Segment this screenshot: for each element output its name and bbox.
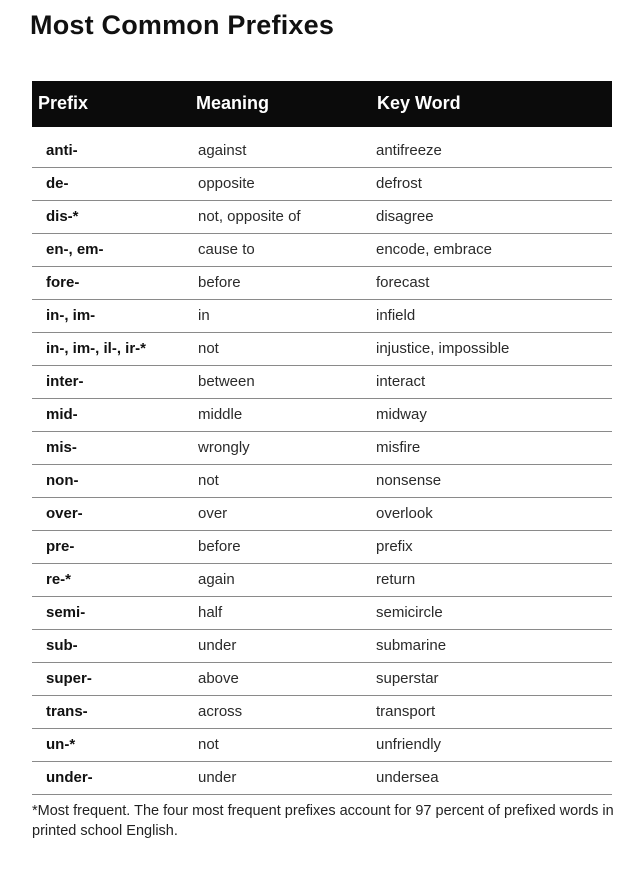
key-word-cell: interact bbox=[376, 373, 426, 390]
table-row bbox=[32, 366, 612, 399]
prefix-cell: mid- bbox=[46, 406, 78, 423]
meaning-cell: not bbox=[198, 472, 219, 489]
column-header-key-word: Key Word bbox=[377, 93, 461, 113]
prefix-cell: sub- bbox=[46, 637, 78, 654]
key-word-cell: forecast bbox=[376, 274, 430, 291]
meaning-cell: before bbox=[198, 274, 241, 291]
meaning-cell: under bbox=[198, 769, 237, 786]
column-header-meaning: Meaning bbox=[196, 93, 270, 113]
table-row bbox=[32, 597, 612, 630]
table-row bbox=[32, 696, 612, 729]
key-word-cell: overlook bbox=[376, 505, 433, 522]
meaning-cell: cause to bbox=[198, 241, 255, 258]
meaning-cell: half bbox=[198, 604, 223, 621]
meaning-cell: not bbox=[198, 736, 219, 753]
key-word-cell: unfriendly bbox=[376, 736, 442, 753]
table-row bbox=[32, 432, 612, 465]
meaning-cell: between bbox=[198, 373, 255, 390]
meaning-cell: middle bbox=[198, 406, 243, 423]
prefix-cell: in-, im- bbox=[46, 307, 96, 324]
meaning-cell: opposite bbox=[198, 175, 255, 192]
prefix-cell: over- bbox=[46, 505, 83, 522]
key-word-cell: prefix bbox=[376, 538, 413, 555]
meaning-cell: not bbox=[198, 340, 219, 357]
prefix-cell: fore- bbox=[46, 274, 80, 291]
table-row bbox=[32, 564, 612, 597]
prefix-cell: under- bbox=[46, 769, 93, 786]
table-header bbox=[32, 81, 612, 127]
meaning-cell: not, opposite of bbox=[198, 208, 301, 225]
table-row bbox=[32, 267, 612, 300]
table-row bbox=[32, 201, 612, 234]
meaning-cell: before bbox=[198, 538, 241, 555]
key-word-cell: misfire bbox=[376, 439, 421, 456]
table-row bbox=[32, 399, 612, 432]
table-row bbox=[32, 663, 612, 696]
meaning-cell: in bbox=[198, 307, 210, 324]
table-row bbox=[32, 234, 612, 267]
table-row bbox=[32, 168, 612, 201]
table-row bbox=[32, 135, 612, 168]
meaning-cell: under bbox=[198, 637, 237, 654]
key-word-cell: transport bbox=[376, 703, 436, 720]
key-word-cell: semicircle bbox=[376, 604, 443, 621]
prefix-cell: inter- bbox=[46, 373, 84, 390]
table-row bbox=[32, 498, 612, 531]
prefix-cell: re-* bbox=[46, 571, 72, 588]
table-row bbox=[32, 762, 612, 795]
prefix-cell: un-* bbox=[46, 736, 76, 753]
key-word-cell: midway bbox=[376, 406, 427, 423]
key-word-cell: disagree bbox=[376, 208, 434, 225]
prefix-cell: dis-* bbox=[46, 208, 79, 225]
page-title: Most Common Prefixes bbox=[30, 10, 335, 40]
table-row bbox=[32, 630, 612, 663]
prefix-cell: semi- bbox=[46, 604, 86, 621]
prefix-cell: in-, im-, il-, ir-* bbox=[46, 340, 146, 357]
key-word-cell: injustice, impossible bbox=[376, 340, 510, 357]
table-row bbox=[32, 531, 612, 564]
prefix-cell: de- bbox=[46, 175, 69, 192]
key-word-cell: superstar bbox=[376, 670, 439, 687]
meaning-cell: above bbox=[198, 670, 239, 687]
prefix-cell: pre- bbox=[46, 538, 75, 555]
table-row bbox=[32, 465, 612, 498]
prefix-cell: non- bbox=[46, 472, 79, 489]
meaning-cell: against bbox=[198, 142, 247, 159]
key-word-cell: submarine bbox=[376, 637, 447, 654]
key-word-cell: defrost bbox=[376, 175, 422, 192]
meaning-cell: across bbox=[198, 703, 243, 720]
key-word-cell: encode, embrace bbox=[376, 241, 492, 258]
column-header-prefix: Prefix bbox=[38, 93, 89, 113]
prefix-cell: trans- bbox=[46, 703, 88, 720]
prefix-cell: anti- bbox=[46, 142, 78, 159]
meaning-cell: wrongly bbox=[198, 439, 250, 456]
meaning-cell: over bbox=[198, 505, 228, 522]
prefix-cell: mis- bbox=[46, 439, 77, 456]
key-word-cell: nonsense bbox=[376, 472, 442, 489]
table-body bbox=[32, 135, 612, 795]
meaning-cell: again bbox=[198, 571, 235, 588]
key-word-cell: antifreeze bbox=[376, 142, 442, 159]
key-word-cell: infield bbox=[376, 307, 416, 324]
table-row bbox=[32, 729, 612, 762]
key-word-cell: return bbox=[376, 571, 416, 588]
table-row bbox=[32, 300, 612, 333]
prefix-cell: super- bbox=[46, 670, 92, 687]
footnote: *Most frequent. The four most frequent prefixes account for 97 percent of prefixed words in printed school English. bbox=[32, 803, 614, 839]
key-word-cell: undersea bbox=[376, 769, 439, 786]
prefix-cell: en-, em- bbox=[46, 241, 104, 258]
table-row bbox=[32, 333, 612, 366]
